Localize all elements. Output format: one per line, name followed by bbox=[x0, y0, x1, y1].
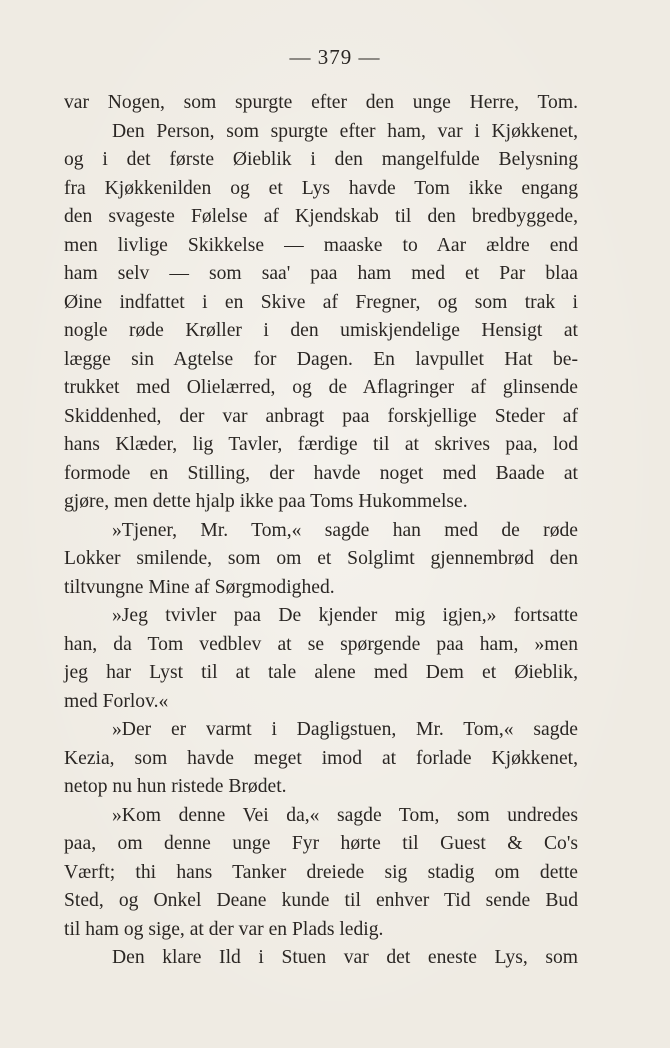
body-text bbox=[64, 89, 578, 973]
text-line: gjøre, men dette hjalp ikke paa Toms Hukommelse. bbox=[64, 491, 468, 512]
text-line: paa, om denne unge Fyr hørte til Guest & Co's bbox=[64, 833, 578, 854]
text-line: lægge sin Agtelse for Dagen. En lavpullet Hat be- bbox=[64, 348, 578, 370]
text-line: formode en Stilling, der havde noget med Baade at bbox=[64, 462, 578, 484]
page-number: — 379 — bbox=[289, 45, 381, 69]
text-line: til ham og sige, at der var en Plads ledig. bbox=[64, 918, 384, 940]
text-line: Skiddenhed, der var anbragt paa forskjellige Steder af bbox=[64, 405, 578, 427]
text-line: »Der er varmt i Dagligstuen, Mr. Tom,« sagde bbox=[112, 719, 578, 740]
text-line: fra Kjøkkenilden og et Lys havde Tom ikke engang bbox=[64, 177, 578, 199]
text-line: jeg har Lyst til at tale alene med Dem et Øieblik, bbox=[64, 662, 578, 683]
text-line: den svageste Følelse af Kjendskab til den bredbyggede, bbox=[64, 206, 578, 227]
text-line: Kezia, som havde meget imod at forlade Kjøkkenet, bbox=[64, 747, 578, 769]
text-line: Den klare Ild i Stuen var det eneste Lys, som bbox=[112, 947, 578, 968]
text-line: Sted, og Onkel Deane kunde til enhver Tid sende Bud bbox=[64, 890, 578, 911]
text-line: men livlige Skikkelse — maaske to Aar ældre end bbox=[64, 234, 578, 256]
text-line: »Kom denne Vei da,« sagde Tom, som undredes bbox=[112, 804, 578, 826]
text-line: ham selv — som saa' paa ham med et Par blaa bbox=[64, 263, 578, 284]
text-line: var Nogen, som spurgte efter den unge Herre, Tom. bbox=[64, 92, 578, 113]
text-line: Værft; thi hans Tanker dreiede sig stadig om dette bbox=[64, 861, 578, 883]
text-line: netop nu hun ristede Brødet. bbox=[64, 776, 287, 797]
text-line: Lokker smilende, som om et Solglimt gjennembrød den bbox=[64, 548, 578, 569]
text-line: »Tjener, Mr. Tom,« sagde han med de røde bbox=[112, 519, 578, 541]
text-line: »Jeg tvivler paa De kjender mig igjen,» fortsatte bbox=[112, 605, 578, 626]
text-line: og i det første Øieblik i den mangelfulde Belysning bbox=[64, 149, 578, 170]
text-line: nogle røde Krøller i den umiskjendelige Hensigt at bbox=[64, 320, 578, 341]
text-line: med Forlov.« bbox=[64, 690, 169, 712]
text-line: Den Person, som spurgte efter ham, var i Kjøkkenet, bbox=[112, 120, 578, 142]
text-line: trukket med Olielærred, og de Aflagringer af glinsende bbox=[64, 377, 578, 398]
text-line: Øine indfattet i en Skive af Fregner, og som trak i bbox=[64, 291, 578, 313]
text-line: hans Klæder, lig Tavler, færdige til at skrives paa, lod bbox=[64, 434, 578, 455]
text-line: tiltvungne Mine af Sørgmodighed. bbox=[64, 576, 335, 598]
text-line: han, da Tom vedblev at se spørgende paa ham, »men bbox=[64, 633, 578, 655]
